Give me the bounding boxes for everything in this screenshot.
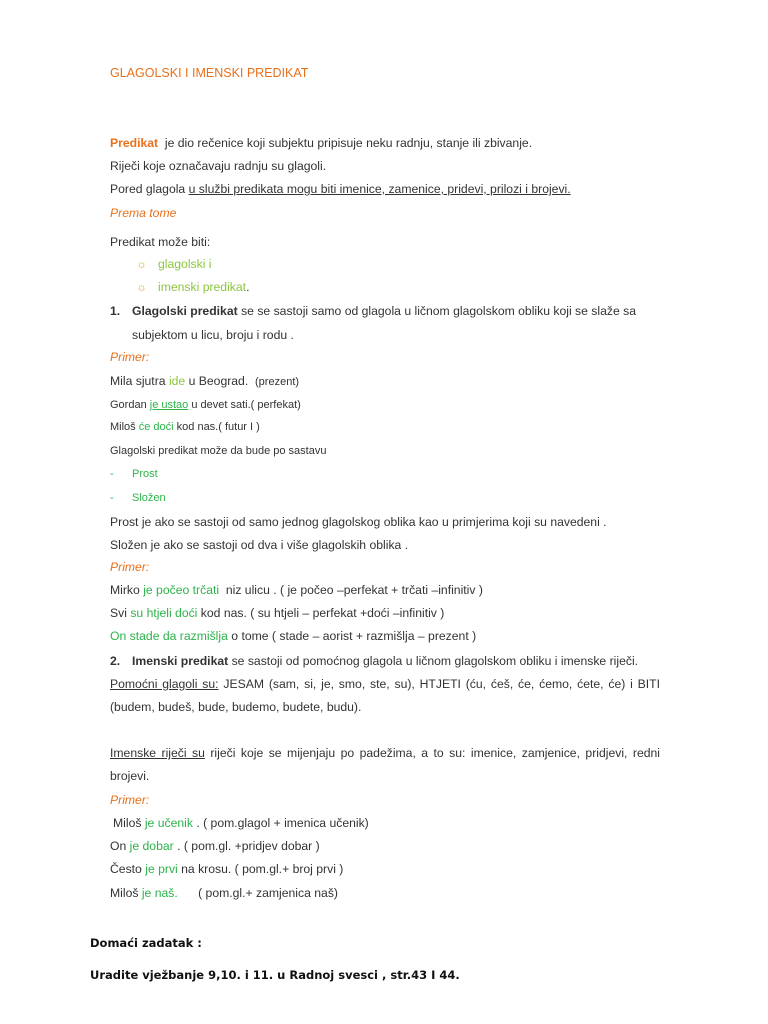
pomocni-glagoli-label: Pomoćni glagoli su: [110, 677, 219, 691]
example-milos-1-b: kod nas.( futur I ) [176, 421, 260, 433]
bullet-glagolski [136, 257, 212, 271]
example-mirko [110, 583, 483, 597]
example-mila-a: Mila sjutra [110, 374, 166, 388]
example-milos-nas-b: ( pom.gl.+ zamjenica naš) [198, 886, 338, 900]
imenske-rijeci-label: Imenske riječi su [110, 746, 205, 760]
po-sastavu: Glagolski predikat može da bude po sastavu [110, 445, 327, 457]
intro-line-3-text: Pored glagola [110, 182, 186, 196]
sun-icon: ☼ [136, 257, 148, 271]
section-2-text: se sastoji od pomoćnog glagola u ličnom glagolskom obliku i imenske riječi. [231, 654, 639, 668]
example-svi-b: kod nas. ( su htjeli – perfekat +doći –infinitiv ) [200, 606, 445, 620]
example-cesto-a: Često [110, 862, 142, 876]
example-milos-1-a: Miloš [110, 421, 136, 433]
example-milos-ucenik-b: . ( pom.glagol + imenica učenik) [196, 816, 369, 830]
predikat-moze-biti: Predikat može biti: [110, 235, 211, 249]
bullet-imenski-label: imenski predikat [158, 280, 247, 294]
example-on-dobar-a: On [110, 839, 127, 853]
example-on-dobar-verb: je dobar [129, 839, 174, 853]
example-milos-nas-verb: je naš. [141, 886, 178, 900]
imenske-rijeci-2: brojevi. [110, 769, 150, 783]
example-svi [110, 606, 444, 620]
example-svi-a: Svi [110, 606, 127, 620]
section-1-text-2: subjektom u licu, broju i rodu . [132, 328, 294, 342]
prema-tome: Prema tome [110, 206, 177, 220]
dash: - [110, 468, 114, 480]
example-svi-verb: su htjeli doći [130, 606, 198, 620]
example-on-stade-verb: stade da razmišlja [129, 629, 228, 643]
predikat-term: Predikat [110, 136, 159, 150]
page-title: GLAGOLSKI I IMENSKI PREDIKAT [110, 66, 309, 80]
example-on-stade-a: On [110, 629, 127, 643]
example-mila-verb: ide [168, 374, 186, 388]
pomocni-glagoli-2: (budem, budeš, bude, budemo, budete, budu). [110, 700, 362, 714]
pomocni-glagoli [110, 677, 660, 691]
example-cesto [110, 862, 343, 876]
section-1-term: Glagolski predikat [132, 304, 238, 318]
imenske-rijeci [110, 746, 660, 760]
prost-definition: Prost je ako se sastoji od samo jednog glagolskog oblika kao u primjerima koji su navedeni . [110, 515, 607, 529]
list-item-prost [110, 468, 158, 480]
intro-line-2: Riječi koje označavaju radnju su glagoli. [110, 159, 327, 173]
example-milos-nas-a: Miloš [110, 886, 139, 900]
example-gordan-a: Gordan [110, 399, 147, 411]
example-mirko-b: niz ulicu . ( je počeo –perfekat + trčati –infinitiv ) [225, 583, 483, 597]
example-milos-1-verb: će doći [138, 421, 174, 433]
section-1-heading [110, 304, 636, 318]
example-cesto-b: na krosu. ( pom.gl.+ broj prvi ) [181, 862, 344, 876]
list-item-slozen [110, 492, 166, 504]
section-1-text: se se sastoji samo od glagola u ličnom glagolskom obliku koji se slaže sa [241, 304, 637, 318]
imenske-rijeci-text: riječi koje se mijenjaju po padežima, a to su: imenice, zamjenice, pridjevi, redni [210, 746, 660, 760]
example-on-dobar-b: . ( pom.gl. +pridjev dobar ) [177, 839, 320, 853]
homework-label: Domaći zadatak : [90, 936, 202, 950]
example-gordan-verb: je ustao [149, 399, 189, 411]
example-mirko-a: Mirko [110, 583, 140, 597]
primer-label-1: Primer: [110, 350, 150, 364]
intro-line-3 [110, 182, 571, 196]
example-on-stade-b: o tome ( stade – aorist + razmišlja – prezent ) [231, 629, 477, 643]
sun-icon: ☼ [136, 280, 148, 294]
section-1-number: 1. [110, 304, 121, 318]
bullet-glagolski-label: glagolski i [158, 257, 212, 271]
example-milos-ucenik [113, 816, 369, 830]
bullet-imenski-dot: . [246, 280, 250, 294]
example-cesto-verb: je prvi [145, 862, 178, 876]
example-on-stade [110, 629, 476, 643]
dash: - [110, 492, 114, 504]
list-item-prost-label: Prost [132, 468, 158, 480]
bullet-imenski [136, 280, 249, 294]
example-gordan [110, 399, 301, 411]
homework-task: Uradite vježbanje 9,10. i 11. u Radnoj svesci , str.43 I 44. [90, 968, 460, 982]
example-milos-1 [110, 421, 260, 433]
primer-label-2: Primer: [110, 560, 150, 574]
example-on-dobar [110, 839, 320, 853]
intro-line-1 [110, 136, 532, 150]
primer-label-3: Primer: [110, 793, 150, 807]
example-milos-nas [110, 886, 338, 900]
intro-line-3-underlined: u službi predikata mogu biti imenice, zamenice, pridevi, prilozi i brojevi. [188, 182, 571, 196]
slozen-definition: Složen je ako se sastoji od dva i više glagolskih oblika . [110, 538, 409, 552]
example-mila [110, 374, 299, 388]
section-2-number: 2. [110, 654, 121, 668]
example-mila-b: u Beograd. [188, 374, 249, 388]
example-mirko-verb: je počeo trčati [143, 583, 220, 597]
example-gordan-b: u devet sati.( perfekat) [191, 399, 301, 411]
section-2-heading [110, 654, 638, 668]
pomocni-glagoli-text: JESAM (sam, si, je, smo, ste, su), HTJETI (ću, ćeš, će, ćemo, ćete, će) i BITI [223, 677, 660, 691]
list-item-slozen-label: Složen [132, 492, 166, 504]
example-mila-note: (prezent) [255, 376, 300, 388]
intro-line-1-text: je dio rečenice koji subjektu pripisuje neku radnju, stanje ili zbivanje. [164, 136, 533, 150]
example-milos-ucenik-verb: je učenik [144, 816, 193, 830]
section-2-term: Imenski predikat [132, 654, 229, 668]
example-milos-ucenik-a: Miloš [113, 816, 142, 830]
